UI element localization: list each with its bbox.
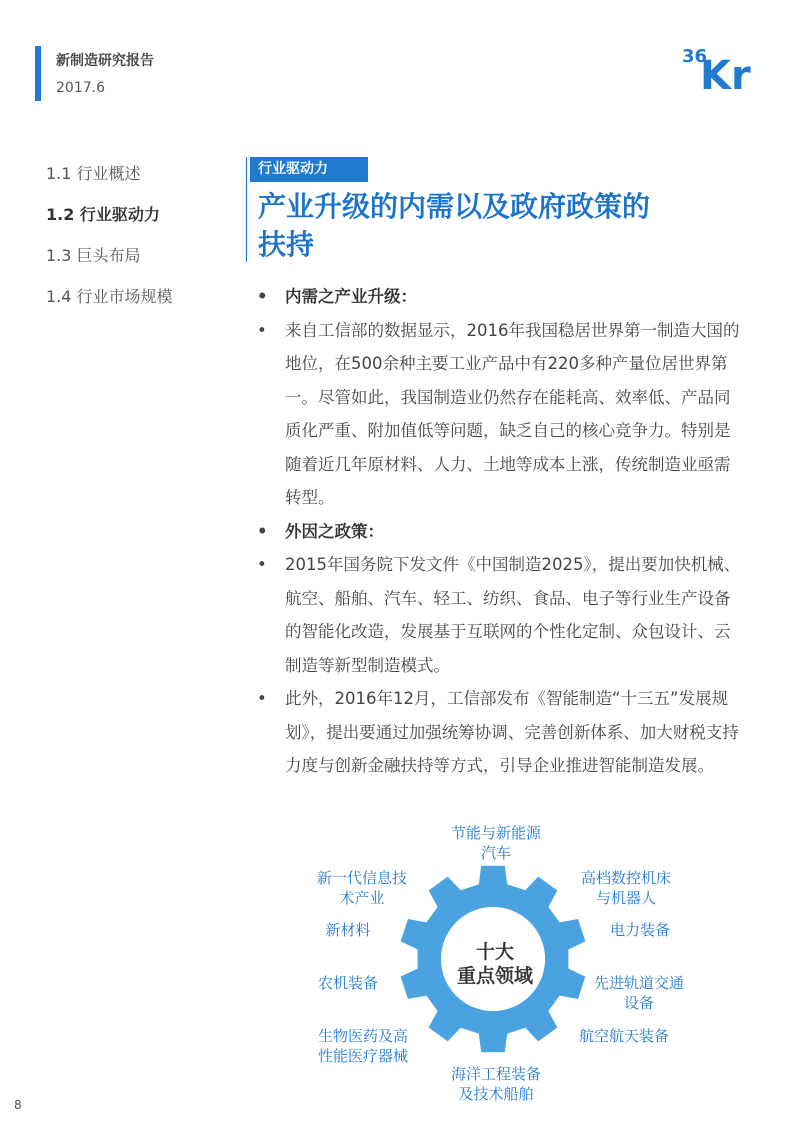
toc-item-giants[interactable]: 1.3 巨头布局	[46, 246, 141, 265]
domain-label-aerospace: 航空航天装备	[578, 1027, 669, 1045]
domain-label-next-gen-it: 新一代信息技 术产业	[316, 869, 407, 907]
page-number: 8	[14, 1098, 22, 1112]
domain-label-cnc-robots: 高档数控机床 与机器人	[580, 869, 671, 907]
center-label-line-2: 重点领域	[456, 965, 533, 987]
headline-line-2: 扶持	[258, 228, 315, 261]
toc-item-market-size[interactable]: 1.4 行业市场规模	[46, 287, 173, 306]
bullet-list	[255, 280, 745, 783]
page-headline	[258, 188, 748, 264]
header-accent-bar	[35, 46, 41, 101]
domain-label-power-equipment: 电力装备	[609, 921, 670, 939]
table-of-contents	[46, 162, 173, 326]
diagram-center-label	[425, 940, 565, 988]
section-divider-line	[246, 157, 247, 262]
toc-item-overview[interactable]: 1.1 行业概述	[46, 164, 141, 183]
bullet-heading-policy: • 外因之政策：	[255, 515, 745, 549]
domain-label-new-energy-vehicles: 节能与新能源 汽车	[450, 824, 541, 862]
domain-label-new-materials: 新材料	[325, 921, 371, 939]
domain-label-biomedicine: 生物医药及高 性能医疗器械	[317, 1027, 408, 1065]
domain-label-rail-transit: 先进轨道交通 设备	[593, 974, 684, 1012]
section-tag: 行业驱动力	[250, 157, 368, 182]
domain-label-marine-engineering: 海洋工程装备 及技术船舶	[450, 1065, 541, 1103]
domain-label-agricultural-machinery: 农机装备	[317, 974, 378, 992]
bullet-smart-manufacturing-plan: • 此外，2016年12月，工信部发布《智能制造“十三五”发展规划》，提出要通过加强统筹协调、完善创新体系、加大财税支持力度与创新金融扶持等方式，引导企业推进智能制造发展。	[255, 682, 745, 783]
report-title: 新制造研究报告	[56, 53, 154, 69]
svg-text:Kr: Kr	[700, 53, 751, 94]
report-date: 2017.6	[56, 80, 105, 96]
bullet-miit-data: • 来自工信部的数据显示，2016年我国稳居世界第一制造大国的地位，在500余种主要工业产品中有220多种产量位居世界第一。尽管如此，我国制造业仍然存在能耗高、效率低、产品同质化严重、附加值低等问题，缺乏自己的核心竞争力。特别是随着近几年原材料、人力、土地等成本上涨，传统制造业亟需转型。	[255, 314, 745, 515]
center-label-line-1: 十大	[475, 941, 514, 963]
bullet-made-in-china-2025: • 2015年国务院下发文件《中国制造2025》，提出要加快机械、航空、船舶、汽车、轻工、纺织、食品、电子等行业生产设备的智能化改造，发展基于互联网的个性化定制、众包设计、云制造等新型制造模式。	[255, 548, 745, 682]
headline-line-1: 产业升级的内需以及政府政策的	[258, 190, 651, 223]
36kr-logo	[682, 44, 764, 94]
bullet-heading-domestic-demand: • 内需之产业升级：	[255, 280, 745, 314]
svg-text:36: 36	[682, 46, 708, 67]
toc-item-drivers[interactable]: 1.2 行业驱动力	[46, 205, 160, 224]
